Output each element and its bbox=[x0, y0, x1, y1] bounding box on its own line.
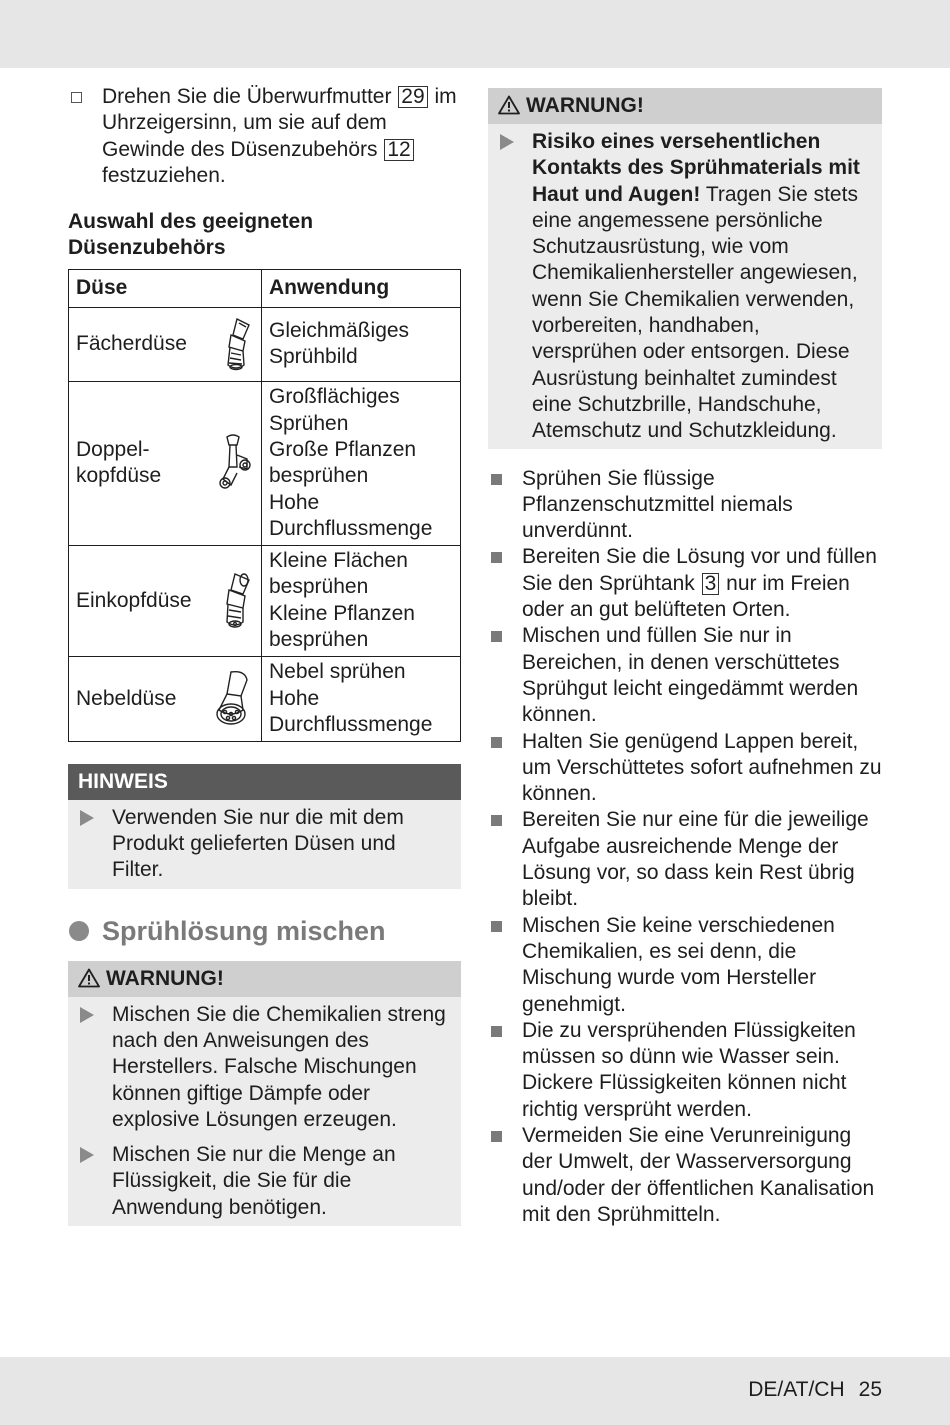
section-heading bbox=[68, 913, 461, 949]
nozzle-name-line: kopfdüse bbox=[76, 464, 162, 488]
list-item bbox=[488, 913, 882, 1018]
warning-text: Tragen Sie stets eine angemessene persönliche Schutzausrüstung, wie vom Chemikalienhersteller angewiesen, wenn Sie Chemikalien verwenden, vorbereiten, handhaben, versprühen oder entsorgen. Diese Ausrüstung beinhaltet zumindest eine Schutzbrille, Handschuhe, Atemschutz und Schutzkleidung. bbox=[532, 182, 858, 443]
list-item-text: Mischen Sie keine verschiedenen Chemikalien, es sei denn, die Mischung wurde vom Hersteller genehmigt. bbox=[522, 913, 835, 1016]
usage-line: Nebel sprühen bbox=[269, 660, 406, 684]
square-bullet-icon bbox=[491, 737, 502, 748]
warning-text: Mischen Sie die Chemikalien streng nach den Anweisungen des Herstellers. Falsche Mischungen können giftige Dämpfe oder explosive Lösungen erzeugen. bbox=[112, 1002, 446, 1131]
table-row bbox=[69, 545, 461, 656]
nozzle-cell bbox=[69, 381, 262, 545]
warning-header bbox=[488, 88, 882, 124]
step-text: im Uhrzeigersinn, um sie auf dem Gewinde des Düsenzubehörs bbox=[102, 85, 457, 161]
square-bullet-icon bbox=[491, 474, 502, 485]
column-header-usage: Anwendung bbox=[262, 269, 461, 307]
table-row bbox=[69, 656, 461, 741]
usage-line: Durchflussmenge bbox=[269, 712, 433, 736]
list-item-text: Bereiten Sie die Lösung vor und füllen Sie den Sprühtank bbox=[522, 545, 877, 595]
arrow-right-icon bbox=[80, 1007, 94, 1023]
double-head-nozzle-icon bbox=[213, 433, 253, 493]
arrow-right-icon bbox=[80, 810, 94, 826]
usage-line: Sprühen bbox=[269, 411, 349, 435]
list-item bbox=[488, 1123, 882, 1228]
mist-nozzle-icon bbox=[211, 668, 253, 730]
list-item-text: Halten Sie genügend Lappen bereit, um Verschüttetes sofort aufnehmen zu können. bbox=[522, 729, 882, 806]
step-text: Drehen Sie die Überwurfmutter bbox=[102, 85, 398, 108]
usage-cell bbox=[262, 656, 461, 741]
subheading-line: Düsenzubehörs bbox=[68, 236, 226, 260]
nozzle-cell bbox=[69, 307, 262, 381]
usage-line: Große Pflanzen bbox=[269, 437, 417, 461]
table-header-row bbox=[69, 269, 461, 307]
single-head-nozzle-icon bbox=[217, 570, 253, 632]
warning-body bbox=[68, 997, 461, 1226]
nozzle-cell bbox=[69, 545, 262, 656]
list-item bbox=[488, 623, 882, 728]
instruction-step bbox=[68, 84, 461, 189]
bullet-dot-icon bbox=[69, 921, 89, 941]
nozzle-table bbox=[68, 269, 461, 742]
usage-line: Hohe bbox=[269, 490, 320, 514]
arrow-right-icon bbox=[80, 1147, 94, 1163]
list-item-text: Die zu versprühenden Flüssigkeiten müssen so dünn wie Wasser sein. Dickere Flüssigkeiten können nicht richtig versprüht werden. bbox=[522, 1018, 856, 1121]
column-header-nozzle: Düse bbox=[69, 269, 262, 307]
warning-item bbox=[78, 1142, 447, 1221]
page-number: 25 bbox=[858, 1378, 882, 1401]
warning-lead: Risiko eines versehentlichen Kontakts des Sprühmaterials mit Haut und Augen! bbox=[532, 130, 860, 206]
warning-header bbox=[68, 961, 461, 997]
arrow-right-icon bbox=[500, 134, 514, 150]
square-bullet-icon bbox=[491, 1026, 502, 1037]
usage-line: Kleine Pflanzen bbox=[269, 601, 415, 625]
warning-triangle-icon bbox=[498, 95, 520, 115]
warning-text: Mischen Sie nur die Menge an Flüssigkeit, die Sie für die Anwendung benötigen. bbox=[112, 1143, 396, 1219]
square-bullet-icon bbox=[491, 815, 502, 826]
list-item-text: Vermeiden Sie eine Verunreinigung der Umwelt, der Wasserversorgung und/oder der öffentlichen Kanalisation mit den Sprühmitteln. bbox=[522, 1123, 875, 1226]
left-column bbox=[68, 84, 461, 1226]
table-row bbox=[69, 381, 461, 545]
list-item-text: nur im Freien oder an gut belüfteten Orten. bbox=[522, 571, 850, 622]
part-reference: 12 bbox=[384, 139, 413, 161]
table-row bbox=[69, 307, 461, 381]
square-bullet-icon bbox=[491, 921, 502, 932]
nozzle-name bbox=[76, 437, 161, 490]
usage-line: Durchflussmenge bbox=[269, 516, 433, 540]
right-column bbox=[488, 88, 882, 1228]
usage-line: Sprühbild bbox=[269, 345, 358, 369]
fan-nozzle-icon bbox=[219, 315, 253, 373]
notice-box bbox=[68, 764, 461, 889]
square-bullet-icon bbox=[491, 1131, 502, 1142]
usage-line: Gleichmäßiges bbox=[269, 318, 410, 342]
list-item bbox=[488, 807, 882, 912]
usage-cell bbox=[262, 381, 461, 545]
usage-line: Großflächiges bbox=[269, 385, 400, 409]
subheading-line: Auswahl des geeigneten bbox=[68, 210, 314, 234]
bullet-list bbox=[488, 466, 882, 1229]
part-reference: 29 bbox=[398, 86, 427, 108]
notice-body bbox=[68, 800, 461, 889]
list-item bbox=[488, 466, 882, 545]
warning-item bbox=[78, 1002, 447, 1133]
notice-text: Verwenden Sie nur die mit dem Produkt gelieferten Düsen und Filter. bbox=[112, 805, 404, 882]
usage-cell bbox=[262, 307, 461, 381]
section-heading-text: Sprühlösung mischen bbox=[102, 915, 386, 946]
nozzle-name: Fächerdüse bbox=[76, 332, 187, 356]
list-item-text: Mischen und füllen Sie nur in Bereichen, in denen verschüttetes Sprühgut leicht eingedämmt werden können. bbox=[522, 624, 859, 727]
checkbox-icon bbox=[71, 92, 82, 103]
footer-locale: DE/AT/CH bbox=[748, 1378, 845, 1401]
nozzle-name: Nebeldüse bbox=[76, 686, 177, 710]
usage-line: besprühen bbox=[269, 575, 369, 599]
warning-body bbox=[488, 124, 882, 449]
list-item bbox=[488, 1018, 882, 1123]
nozzle-name-line: Doppel- bbox=[76, 437, 150, 461]
usage-line: Kleine Flächen bbox=[269, 549, 408, 573]
warning-triangle-icon bbox=[78, 968, 100, 988]
warning-title: WARNUNG! bbox=[106, 966, 224, 990]
subheading bbox=[68, 209, 461, 262]
square-bullet-icon bbox=[491, 552, 502, 563]
square-bullet-icon bbox=[491, 631, 502, 642]
warning-item bbox=[498, 129, 868, 445]
notice-item bbox=[78, 805, 447, 884]
list-item-text: Sprühen Sie flüssige Pflanzenschutzmittel niemals unverdünnt. bbox=[522, 466, 793, 543]
usage-line: besprühen bbox=[269, 464, 369, 488]
header-band bbox=[0, 0, 950, 68]
part-reference: 3 bbox=[702, 573, 720, 595]
warning-box bbox=[488, 88, 882, 449]
step-text: festzuziehen. bbox=[102, 163, 226, 187]
nozzle-cell bbox=[69, 656, 262, 741]
nozzle-name: Einkopfdüse bbox=[76, 588, 192, 612]
page-footer bbox=[748, 1377, 882, 1403]
usage-line: Hohe bbox=[269, 686, 320, 710]
usage-cell bbox=[262, 545, 461, 656]
notice-title: HINWEIS bbox=[68, 764, 461, 800]
list-item bbox=[488, 729, 882, 808]
warning-box bbox=[68, 961, 461, 1226]
usage-line: besprühen bbox=[269, 628, 369, 652]
list-item bbox=[488, 544, 882, 623]
warning-title: WARNUNG! bbox=[526, 94, 644, 117]
list-item-text: Bereiten Sie nur eine für die jeweilige Aufgabe ausreichende Menge der Lösung vor, so dass kein Rest übrig bleibt. bbox=[522, 808, 869, 911]
